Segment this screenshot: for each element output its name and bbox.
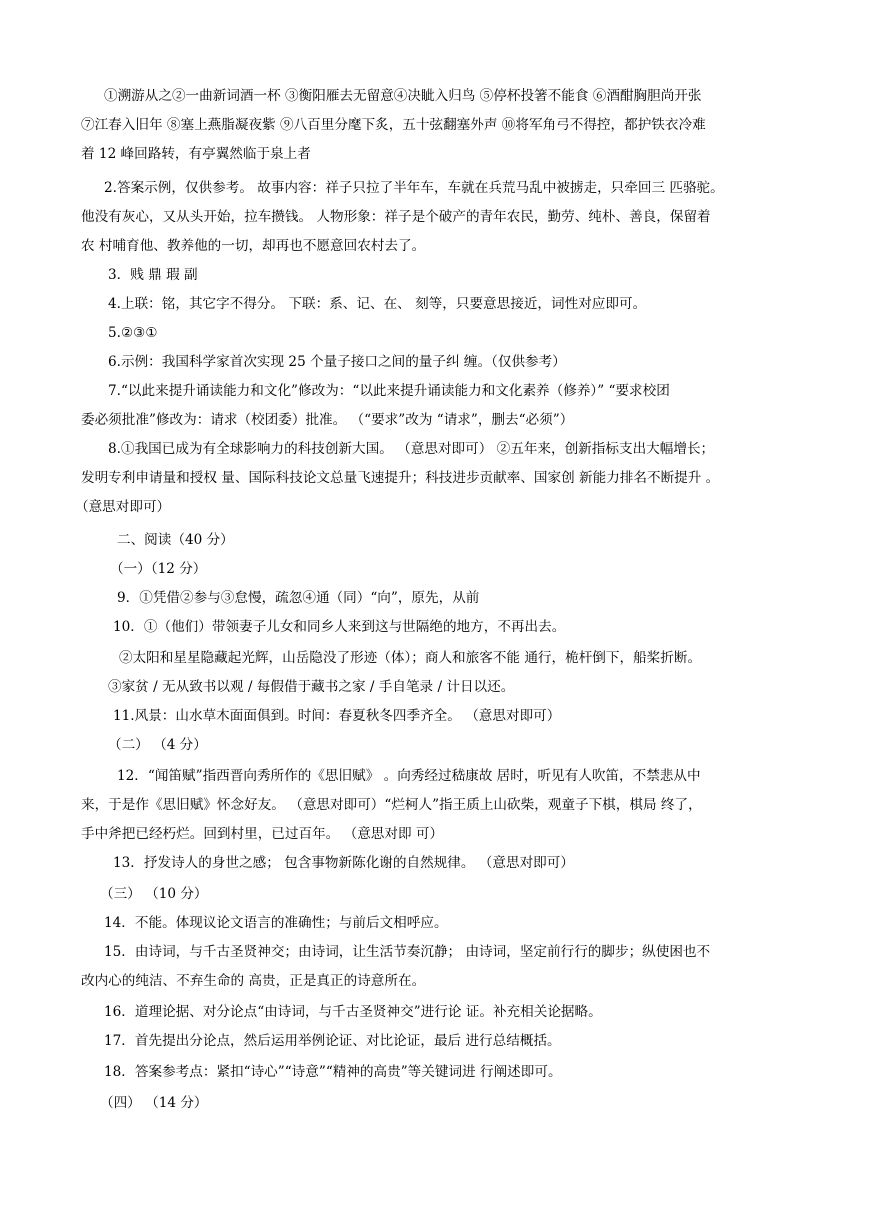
answer-line: 17．首先提出分论点，然后运用举例论证、对比论证，最后 进行总结概括。	[104, 1033, 561, 1049]
answer-line: 13．抒发诗人的身世之感； 包含事物新陈化谢的自然规律。 （意思对即可）	[113, 855, 574, 871]
answer-line: 10．①（他们）带领妻子儿女和同乡人来到这与世隔绝的地方，不再出去。	[113, 619, 566, 635]
answer-line: 手中斧把已经朽烂。回到村里，已过百年。 （意思对即 可）	[81, 826, 444, 842]
subsection-heading: （四） （14 分）	[100, 1095, 208, 1111]
answer-line: 农 村哺育他、教养他的一切，却再也不愿意回农村去了。	[81, 238, 426, 254]
answer-line: 着 12 峰回路转，有亭翼然临于泉上者	[81, 146, 311, 162]
answer-line: 18．答案参考点：紧扣“诗心”“诗意”“精神的高贵”等关键词进 行阐述即可。	[104, 1064, 562, 1080]
subsection-heading: （一）（12 分）	[110, 561, 207, 577]
answer-line: 8.①我国已成为有全球影响力的科技创新大国。 （意思对即可） ②五年来，创新指标支出大幅增长；	[108, 441, 715, 457]
answer-line: 他没有灰心，又从头开始，拉车攒钱。 人物形象：祥子是个破产的青年农民，勤劳、纯朴、善良，保留着	[81, 209, 711, 225]
subsection-heading: （二） （4 分）	[108, 737, 207, 753]
answer-line: 9．①凭借②参与③怠慢，疏忽④通（同）“向”，原先，从前	[117, 590, 480, 606]
answer-line: 发明专利申请量和授权 量、国际科技论文总量飞速提升；科技进步贡献率、国家创 新能力排名不断提升 。	[81, 470, 720, 486]
answer-line: 改内心的纯洁、不弃生命的 高贵，正是真正的诗意所在。	[81, 973, 426, 989]
answer-line: 11.风景：山水草木面面俱到。时间：春夏秋冬四季齐全。 （意思对即可）	[113, 708, 561, 724]
answer-line: ③家贫 / 无从致书以观 / 每假借于藏书之家 / 手自笔录 / 计日以还。	[108, 679, 515, 695]
answer-line: 16．道理论据、对分论点“由诗词，与千古圣贤神交”进行论 证。补充相关论据略。	[104, 1004, 602, 1020]
answer-line: ⑦江春入旧年 ⑧塞上燕脂凝夜紫 ⑨八百里分麾下炙，五十弦翻塞外声 ⑩将军角弓不得控，都护铁衣冷难	[81, 117, 706, 133]
answer-line: ①溯游从之②一曲新词酒一杯 ③衡阳雁去无留意④决眦入归鸟 ⑤停杯投箸不能食 ⑥酒酣胸胆尚开张	[104, 88, 702, 104]
answer-line: 3．贱 鼎 瑕 副	[108, 267, 198, 283]
answer-line: 4.上联：铭，其它字不得分。 下联：系、记、在、 刻等，只要意思接近，词性对应即可。	[108, 296, 647, 312]
answer-line: 15．由诗词，与千古圣贤神交；由诗词，让生活节奏沉静； 由诗词，坚定前行行的脚步；纵使困也不	[104, 944, 711, 960]
answer-line: 14．不能。体现议论文语言的准确性；与前后文相呼应。	[104, 915, 448, 931]
subsection-heading: （三） （10 分）	[100, 886, 208, 902]
answer-line: 委必须批准”修改为：请求（校团委）批准。 （“要求”改为 “请求”，删去“必须”）	[81, 412, 574, 428]
answer-line: 2.答案示例，仅供参考。 故事内容：祥子只拉了半年车，车就在兵荒马乱中被掳走，只牵回三 匹骆驼。	[104, 180, 724, 196]
answer-line: 7.“以此来提升诵读能力和文化”修改为：“以此来提升诵读能力和文化素养（修养）” “要求校团	[108, 383, 670, 399]
answer-line: ②太阳和星星隐藏起光辉，山岳隐没了形迹（体）；商人和旅客不能 通行，桅杆倒下，船桨折断。	[119, 650, 702, 666]
answer-line: 来，于是作《思旧赋》怀念好友。 （意思对即可）“烂柯人”指王质上山砍柴，观童子下棋，棋局 终了，	[81, 797, 702, 813]
answer-line: 6.示例：我国科学家首次实现 25 个量子接口之间的量子纠 缠。（仅供参考）	[108, 354, 566, 370]
answer-line: 5.②③①	[108, 325, 158, 341]
section-heading: 二、阅读（40 分）	[117, 532, 234, 548]
answer-line: （意思对即可）	[75, 499, 171, 515]
answer-line: 12．“闻笛赋”指西晋向秀所作的《思旧赋》 。向秀经过嵇康故 居时，听见有人吹笛，不禁悲从中	[117, 768, 701, 784]
